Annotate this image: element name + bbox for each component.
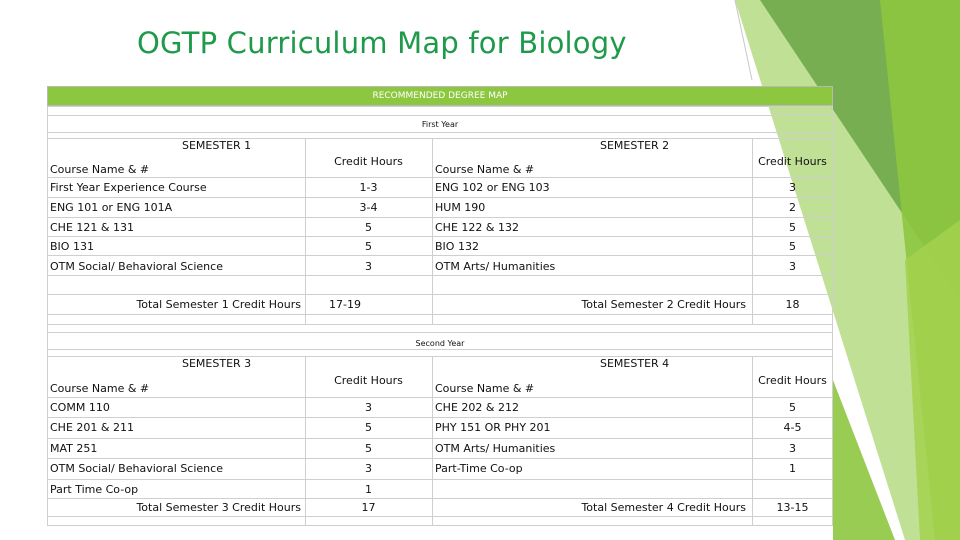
sem4-total-value: 13-15 xyxy=(776,501,809,514)
sem2-total-label: Total Semester 2 Credit Hours xyxy=(581,298,746,311)
sem3-row-5-course: Part Time Co-op xyxy=(50,483,139,496)
semester-1-label: SEMESTER 1 xyxy=(182,139,252,152)
sem3-row-1-credits: 3 xyxy=(365,401,372,414)
sem4-row-1-course: CHE 202 & 212 xyxy=(435,401,519,414)
sem2-row-4-course: BIO 132 xyxy=(435,240,479,253)
sem2-row-2-credits: 2 xyxy=(789,201,796,214)
sem2-credit-header: Credit Hours xyxy=(758,155,827,168)
sem1-row-5-course: OTM Social/ Behavioral Science xyxy=(50,260,223,273)
sem2-row-5-course: OTM Arts/ Humanities xyxy=(435,260,556,273)
sem2-row-1-course: ENG 102 or ENG 103 xyxy=(435,181,550,194)
sem1-row-2-credits: 3-4 xyxy=(359,201,378,214)
sem2-row-1-credits: 3 xyxy=(789,181,796,194)
semester-2-label: SEMESTER 2 xyxy=(600,139,670,152)
sem1-row-3-credits: 5 xyxy=(365,221,372,234)
first-year-label: First Year xyxy=(421,120,459,129)
recommended-degree-map-banner xyxy=(47,86,833,106)
sem4-row-4-credits: 1 xyxy=(789,462,796,475)
sem3-row-2-credits: 5 xyxy=(365,421,372,434)
sem2-row-3-course: CHE 122 & 132 xyxy=(435,221,519,234)
page-title: OGTP Curriculum Map for Biology xyxy=(137,26,627,60)
sem2-row-5-credits: 3 xyxy=(789,260,796,273)
sem1-row-1-credits: 1-3 xyxy=(359,181,378,194)
sem3-row-5-credits: 1 xyxy=(365,483,372,496)
sem3-course-header: Course Name & # xyxy=(50,382,150,395)
sem1-row-5-credits: 3 xyxy=(365,260,372,273)
sem2-row-2-course: HUM 190 xyxy=(435,201,486,214)
second-year-label: Second Year xyxy=(415,339,465,348)
semester-3-label: SEMESTER 3 xyxy=(182,357,252,370)
banner-label: RECOMMENDED DEGREE MAP xyxy=(372,91,508,101)
sem3-credit-header: Credit Hours xyxy=(334,374,403,387)
sem1-row-1-course: First Year Experience Course xyxy=(50,181,207,194)
sem1-row-2-course: ENG 101 or ENG 101A xyxy=(50,201,173,214)
sem1-row-3-course: CHE 121 & 131 xyxy=(50,221,134,234)
sem1-row-4-course: BIO 131 xyxy=(50,240,94,253)
sem3-total-value: 17 xyxy=(361,501,376,514)
sem4-total-label: Total Semester 4 Credit Hours xyxy=(581,501,746,514)
sem2-course-header: Course Name & # xyxy=(435,163,535,176)
sem4-credit-header: Credit Hours xyxy=(758,374,827,387)
sem2-total-value: 18 xyxy=(785,298,800,311)
sem1-row-4-credits: 5 xyxy=(365,240,372,253)
sem3-row-4-credits: 3 xyxy=(365,462,372,475)
sem4-row-2-course: PHY 151 OR PHY 201 xyxy=(435,421,551,434)
sem4-row-2-credits: 4-5 xyxy=(783,421,802,434)
sem3-row-4-course: OTM Social/ Behavioral Science xyxy=(50,462,223,475)
sem3-row-1-course: COMM 110 xyxy=(50,401,110,414)
sem3-row-3-credits: 5 xyxy=(365,442,372,455)
sem3-row-3-course: MAT 251 xyxy=(50,442,98,455)
sem2-row-3-credits: 5 xyxy=(789,221,796,234)
sem4-row-4-course: Part-Time Co-op xyxy=(435,462,523,475)
sem3-total-label: Total Semester 3 Credit Hours xyxy=(136,501,301,514)
sem3-row-2-course: CHE 201 & 211 xyxy=(50,421,134,434)
sem1-total-label: Total Semester 1 Credit Hours xyxy=(136,298,301,311)
sem4-course-header: Course Name & # xyxy=(435,382,535,395)
sem1-credit-header: Credit Hours xyxy=(334,155,403,168)
sem4-row-3-course: OTM Arts/ Humanities xyxy=(435,442,556,455)
sem2-row-4-credits: 5 xyxy=(789,240,796,253)
sem4-row-3-credits: 3 xyxy=(789,442,796,455)
sem1-course-header: Course Name & # xyxy=(50,163,150,176)
degree-map-table xyxy=(47,86,833,526)
sem4-row-1-credits: 5 xyxy=(789,401,796,414)
semester-4-label: SEMESTER 4 xyxy=(600,357,670,370)
sem1-total-value: 17-19 xyxy=(329,298,361,311)
